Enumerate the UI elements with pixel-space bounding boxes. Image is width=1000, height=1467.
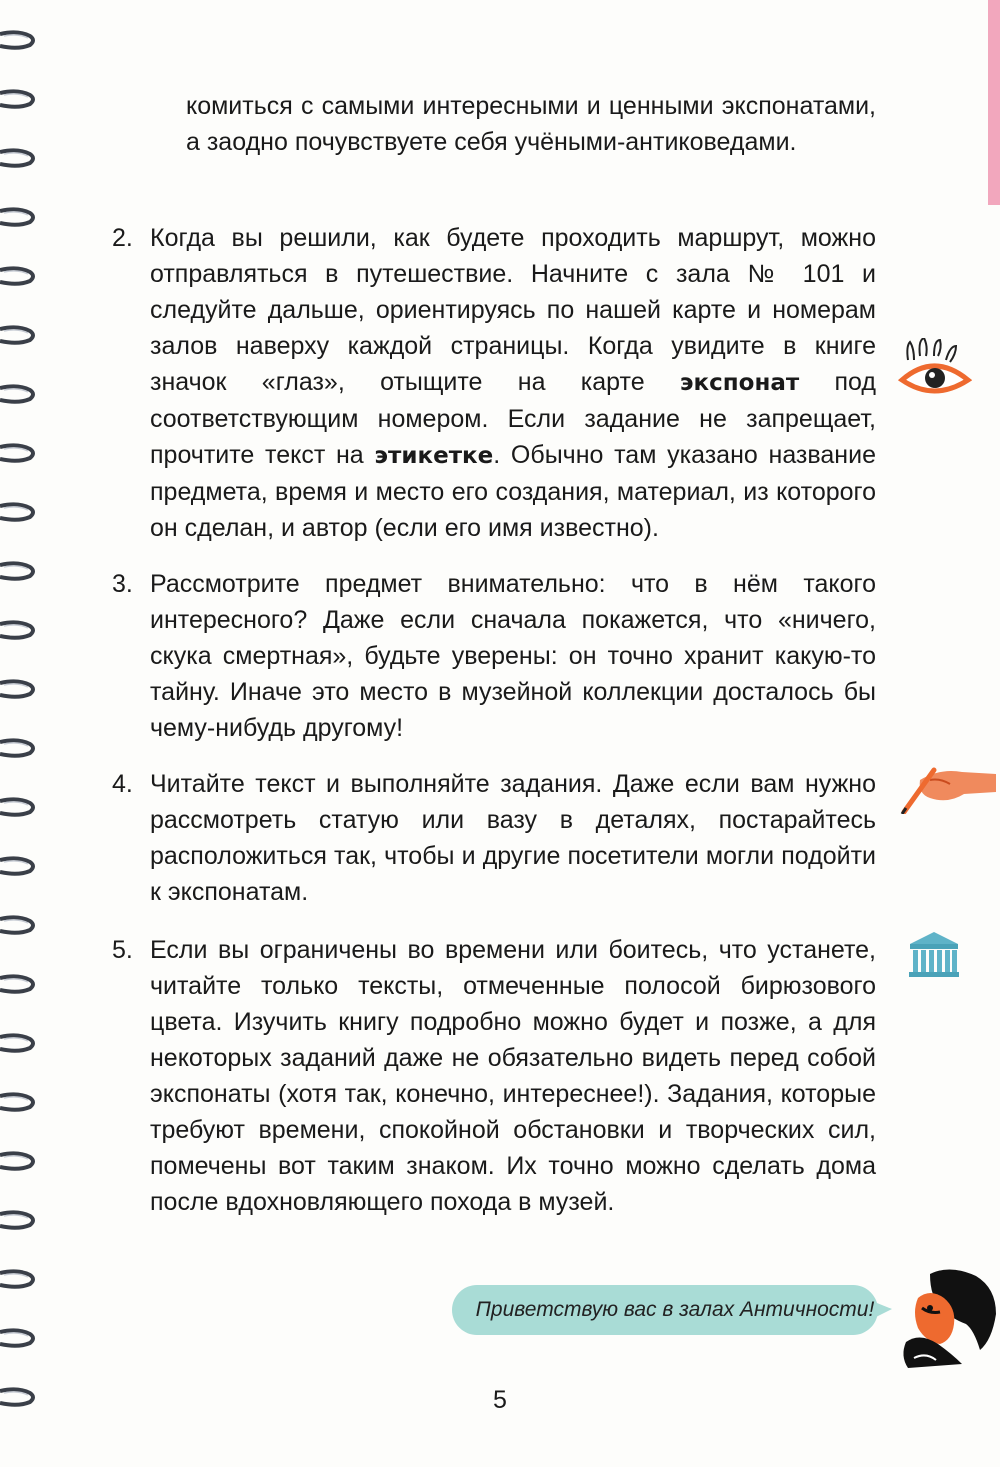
- spiral-ring: [0, 799, 33, 814]
- spiral-ring: [0, 917, 33, 932]
- spiral-ring: [0, 327, 33, 342]
- spiral-ring: [0, 445, 33, 460]
- spiral-ring: [0, 563, 33, 578]
- spiral-ring: [0, 1094, 33, 1109]
- spiral-ring: [0, 32, 33, 47]
- page-number: 5: [493, 1386, 507, 1414]
- intro-paragraph: [186, 88, 876, 160]
- spiral-binding: [0, 20, 40, 1460]
- spiral-ring: [0, 976, 33, 991]
- spiral-ring: [0, 681, 33, 696]
- spiral-ring: [0, 268, 33, 283]
- term-exhibit: экспонат: [679, 370, 800, 396]
- item-5-paragraph: Если вы ограничены во времени или боитесь, что устанете, читайте только тексты, отмеченные полосой бирюзового цвета. Изучить книгу подробно можно будет и позже, а для некоторых заданий даже не обязательно видеть перед собой экспонаты (хотя так, конечно, интереснее!). Задания, которые требуют времени, спокойной обстановки и творческих сил, помечены вот таким знаком. Их точно можно сделать дома после вдохновляющего похода в музей.: [150, 936, 876, 1216]
- item-4-paragraph: Читайте текст и выполняйте задания. Даже если вам нужно рассмотреть статую или вазу в деталях, постарайтесь расположиться так, чтобы и другие посетители могли подойти к экспонатам.: [150, 770, 876, 906]
- spiral-ring: [0, 1271, 33, 1286]
- spiral-ring: [0, 91, 33, 106]
- spiral-ring: [0, 1153, 33, 1168]
- item-5-number: 5.: [112, 936, 133, 964]
- term-label: этикетке: [374, 443, 494, 469]
- spiral-ring: [0, 386, 33, 401]
- eye-icon: [898, 338, 972, 400]
- item-2-number: 2.: [112, 224, 133, 252]
- spiral-ring: [0, 858, 33, 873]
- spiral-ring: [0, 209, 33, 224]
- intro-text: комиться с самыми интересными и ценными экспонатами, а заодно почувствуете себя учёными-антиковедами.: [186, 92, 876, 156]
- spiral-ring: [0, 740, 33, 755]
- character-icon: [900, 1268, 1000, 1368]
- spiral-ring: [0, 1389, 33, 1404]
- spiral-ring: [0, 1212, 33, 1227]
- item-4-number: 4.: [112, 770, 133, 798]
- spiral-ring: [0, 504, 33, 519]
- temple-icon: [908, 930, 960, 978]
- writing-hand-icon: [900, 758, 996, 814]
- speech-bubble-text: Приветствую вас в залах Античности!: [475, 1298, 875, 1321]
- pink-edge-tab: [988, 0, 1000, 205]
- spiral-ring: [0, 150, 33, 165]
- item-3-paragraph: Рассмотрите предмет внимательно: что в нём такого интересного? Даже если сначала покажется, что «ничего, скука смертная», будьте уверены: он точно хранит какую-то тайну. Иначе это место в музейной коллекции досталось бы чему-нибудь другому!: [150, 570, 876, 742]
- spiral-ring: [0, 622, 33, 637]
- spiral-ring: [0, 1035, 33, 1050]
- item-3-number: 3.: [112, 570, 133, 598]
- spiral-ring: [0, 1330, 33, 1345]
- item-2-paragraph: Когда вы решили, как будете проходить маршрут, можно отправляться в путешествие. Начните с зала № 101 и следуйте дальше, ориентируясь по нашей карте и номерам залов наверху каждой страницы. Когда увидите в книге значок «глаз», отыщите на карте экспонат под соответствующим номером. Если задание не запрещает, прочтите текст на этикетке. Обычно там указано название предмета, время и место его создания, материал, из которого он сделан, и автор (если его имя известно).: [150, 224, 876, 542]
